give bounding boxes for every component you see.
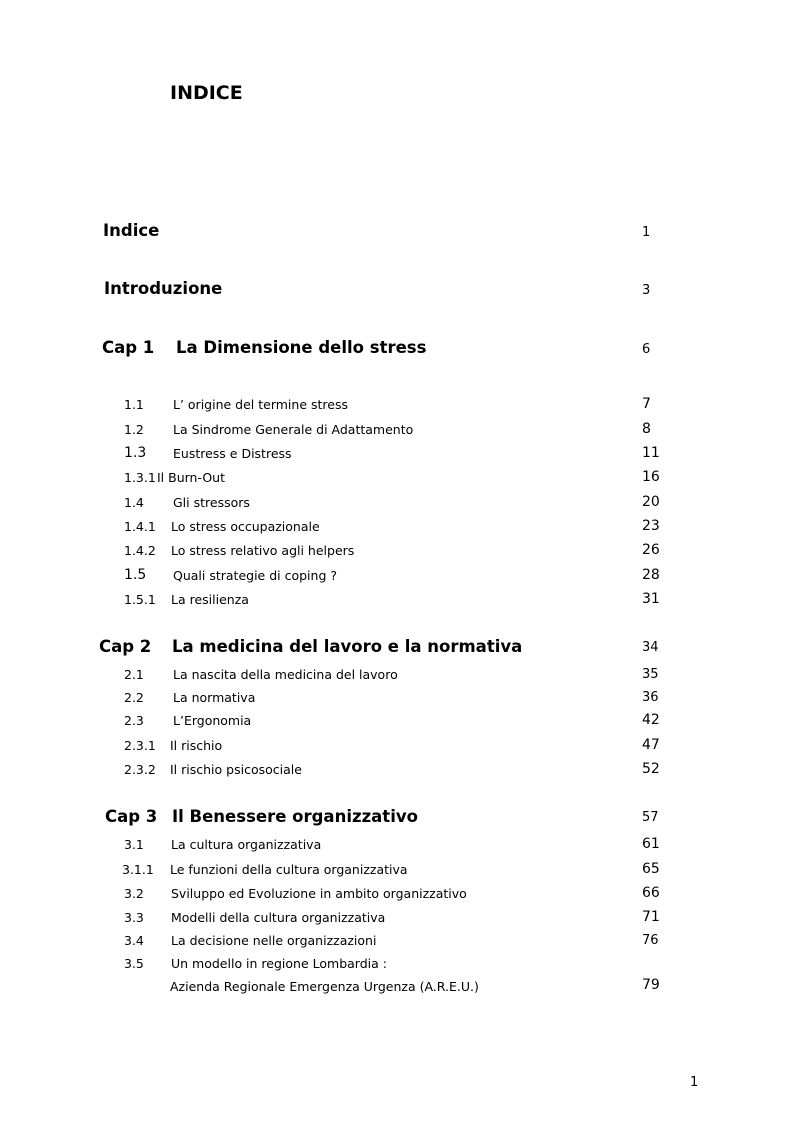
chapter-number: Cap 2	[99, 637, 152, 656]
toc-page: 26	[642, 542, 660, 558]
section-number: 1.4.1	[124, 519, 156, 534]
section-number: 1.2	[124, 422, 144, 437]
toc-page: 35	[642, 667, 659, 682]
toc-page: 57	[642, 810, 659, 825]
section-number: 2.1	[124, 667, 144, 682]
toc-entry-section[interactable]: Gli stressors	[173, 495, 250, 510]
section-number: 3.3	[124, 910, 144, 925]
toc-entry-section[interactable]: Modelli della cultura organizzativa	[171, 910, 386, 925]
toc-entry-section[interactable]: Il rischio	[170, 738, 223, 753]
toc-entry-section[interactable]: Un modello in regione Lombardia :	[171, 956, 387, 971]
section-number: 1.4	[124, 495, 144, 510]
section-number: 1.4.2	[124, 543, 156, 558]
section-number: 2.2	[124, 690, 144, 705]
toc-page: 34	[642, 640, 659, 655]
toc-entry-section[interactable]: Le funzioni della cultura organizzativa	[170, 862, 408, 877]
toc-entry-section[interactable]: Lo stress occupazionale	[171, 519, 320, 534]
toc-entry-section[interactable]: Il Burn-Out	[157, 470, 225, 485]
toc-page: 76	[642, 933, 659, 948]
toc-page: 20	[642, 494, 660, 510]
section-number: 2.3.2	[124, 762, 156, 777]
toc-entry-section[interactable]: La cultura organizzativa	[171, 837, 322, 852]
toc-page: 8	[642, 421, 651, 437]
toc-entry-introduzione[interactable]: Introduzione	[104, 279, 223, 298]
toc-entry-section-continued[interactable]: Azienda Regionale Emergenza Urgenza (A.R.E.U.)	[170, 979, 479, 994]
section-number: 3.1.1	[122, 862, 154, 877]
toc-entry-section[interactable]: Eustress e Distress	[173, 446, 292, 461]
chapter-number: Cap 3	[105, 807, 158, 826]
section-number: 3.2	[124, 886, 144, 901]
page-number: 1	[690, 1075, 699, 1090]
section-number: 3.1	[124, 837, 144, 852]
toc-page: 16	[642, 469, 660, 485]
toc-page: 42	[642, 712, 660, 728]
toc-entry-section[interactable]: La decisione nelle organizzazioni	[171, 933, 377, 948]
section-number: 1.1	[124, 397, 144, 412]
toc-entry-chapter[interactable]: Il Benessere organizzativo	[172, 807, 418, 826]
toc-entry-section[interactable]: Sviluppo ed Evoluzione in ambito organizzativo	[171, 886, 467, 901]
section-number: 3.4	[124, 933, 144, 948]
section-number: 1.5	[124, 567, 147, 583]
toc-page: 28	[642, 567, 660, 583]
toc-page: 23	[642, 518, 660, 534]
toc-page: 61	[642, 836, 660, 852]
toc-page: 79	[642, 977, 660, 993]
section-number: 1.3.1	[124, 470, 156, 485]
toc-page: 66	[642, 885, 660, 901]
toc-entry-indice[interactable]: Indice	[103, 221, 160, 240]
toc-page: 36	[642, 690, 659, 705]
toc-entry-section[interactable]: Il rischio psicosociale	[170, 762, 302, 777]
toc-page: 31	[642, 591, 660, 607]
section-number: 2.3	[124, 713, 144, 728]
toc-entry-chapter[interactable]: La Dimensione dello stress	[176, 338, 427, 357]
toc-entry-section[interactable]: La Sindrome Generale di Adattamento	[173, 422, 414, 437]
toc-page: 7	[642, 396, 651, 412]
section-number: 1.5.1	[124, 592, 156, 607]
toc-page: 11	[642, 445, 660, 461]
toc-entry-section[interactable]: L’ origine del termine stress	[173, 397, 348, 412]
toc-page: 47	[642, 737, 660, 753]
toc-entry-chapter[interactable]: La medicina del lavoro e la normativa	[172, 637, 523, 656]
toc-page-indice: 1	[642, 225, 651, 240]
toc-page: 6	[642, 342, 651, 357]
toc-entry-section[interactable]: Quali strategie di coping ?	[173, 568, 337, 583]
toc-entry-section[interactable]: La normativa	[173, 690, 256, 705]
section-number: 3.5	[124, 956, 144, 971]
toc-entry-section[interactable]: L’Ergonomia	[173, 713, 252, 728]
toc-page: 65	[642, 861, 660, 877]
toc-page-introduzione: 3	[642, 283, 651, 298]
toc-page: 52	[642, 761, 660, 777]
page-title: INDICE	[170, 82, 243, 104]
toc-page: 71	[642, 909, 660, 925]
section-number: 2.3.1	[124, 738, 156, 753]
toc-entry-section[interactable]: La nascita della medicina del lavoro	[173, 667, 398, 682]
section-number: 1.3	[124, 445, 147, 461]
chapter-number: Cap 1	[102, 338, 155, 357]
toc-entry-section[interactable]: Lo stress relativo agli helpers	[171, 543, 355, 558]
toc-entry-section[interactable]: La resilienza	[171, 592, 249, 607]
